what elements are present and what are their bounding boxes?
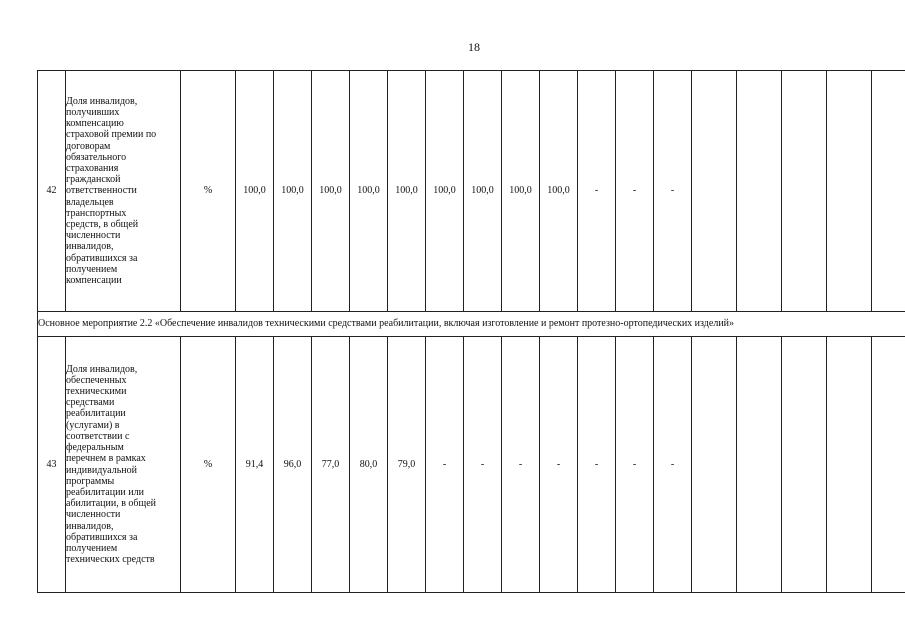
description-line: соответствии с — [66, 430, 130, 442]
description-line: Доля инвалидов, — [66, 363, 138, 375]
description-line: гражданской — [66, 174, 121, 186]
page-number: 18 — [468, 40, 480, 54]
value-cell: 80,0 — [350, 337, 388, 593]
section-title: Основное мероприятие 2.2 «Обеспечение инвалидов техническими средствами реабилитации, включая изготовление и ремонт протезно-ортопедических изделий» — [38, 312, 905, 337]
value-cell: - — [502, 337, 540, 593]
description-line: численности — [66, 509, 121, 521]
description-line: договорам — [66, 140, 111, 152]
description-line: техническими — [66, 386, 127, 398]
description-line: реабилитации — [66, 408, 126, 420]
description-line: средствами — [66, 397, 115, 409]
description-line: страховой премии по — [66, 129, 157, 141]
description-line: транспортных — [66, 207, 127, 219]
value-cell: 100,0 — [312, 71, 350, 312]
unit-cell: % — [181, 337, 236, 593]
value-cell: - — [464, 337, 502, 593]
value-cell — [872, 337, 905, 593]
value-cell: 100,0 — [426, 71, 464, 312]
indicator-description — [66, 71, 181, 312]
value-cell: - — [616, 71, 654, 312]
value-cell: 100,0 — [388, 71, 426, 312]
description-line: владельцев — [66, 196, 114, 208]
value-cell: - — [540, 337, 578, 593]
row-number-cell: 42 — [38, 71, 66, 312]
unit-cell: % — [181, 71, 236, 312]
description-line: перечнем в рамках — [66, 453, 146, 465]
value-cell: - — [654, 71, 692, 312]
value-cell: - — [616, 337, 654, 593]
description-line: численности — [66, 230, 121, 242]
description-line: обратившихся за — [66, 531, 138, 543]
description-line: программы — [66, 475, 115, 487]
description-line: получением — [66, 263, 118, 275]
value-cell: 79,0 — [388, 337, 426, 593]
description-line: обязательного — [66, 151, 127, 163]
value-cell — [737, 71, 782, 312]
value-cell: 100,0 — [464, 71, 502, 312]
value-cell: - — [654, 337, 692, 593]
description-line: индивидуальной — [66, 464, 137, 476]
description-line: получивших — [66, 106, 120, 118]
description-line: (услугами) в — [66, 419, 120, 431]
description-line: инвалидов, — [66, 520, 114, 532]
value-cell — [782, 337, 827, 593]
value-cell: 100,0 — [350, 71, 388, 312]
value-cell: 91,4 — [236, 337, 274, 593]
description-line: Доля инвалидов, — [66, 95, 138, 107]
description-line: федеральным — [66, 442, 124, 454]
description-line: получением — [66, 542, 118, 554]
value-cell: 100,0 — [502, 71, 540, 312]
description-line: ответственности — [66, 185, 137, 197]
value-cell — [827, 337, 872, 593]
value-cell — [827, 71, 872, 312]
value-cell: 77,0 — [312, 337, 350, 593]
value-cell: 100,0 — [540, 71, 578, 312]
description-line: средств, в общей — [66, 219, 139, 230]
description-line: страхования — [66, 162, 119, 174]
value-cell: - — [426, 337, 464, 593]
table-row — [38, 337, 905, 593]
value-cell — [692, 71, 737, 312]
description-line: компенсации — [66, 275, 122, 287]
indicator-table — [37, 70, 905, 593]
description-line: инвалидов, — [66, 241, 114, 253]
table-row — [38, 71, 905, 312]
value-cell — [872, 71, 905, 312]
value-cell — [737, 337, 782, 593]
row-number-cell: 43 — [38, 337, 66, 593]
description-line: обратившихся за — [66, 252, 138, 264]
section-row — [38, 312, 905, 337]
description-line: абилитации, в общей — [66, 498, 157, 510]
description-line: обеспеченных — [66, 374, 127, 386]
value-cell — [782, 71, 827, 312]
value-cell: 100,0 — [274, 71, 312, 312]
indicator-description — [66, 337, 181, 593]
value-cell: 96,0 — [274, 337, 312, 593]
description-line: компенсацию — [66, 118, 124, 130]
value-cell: - — [578, 71, 616, 312]
description-line: реабилитации или — [66, 486, 144, 498]
value-cell — [692, 337, 737, 593]
description-line: технических средств — [66, 554, 155, 566]
value-cell: 100,0 — [236, 71, 274, 312]
value-cell: - — [578, 337, 616, 593]
